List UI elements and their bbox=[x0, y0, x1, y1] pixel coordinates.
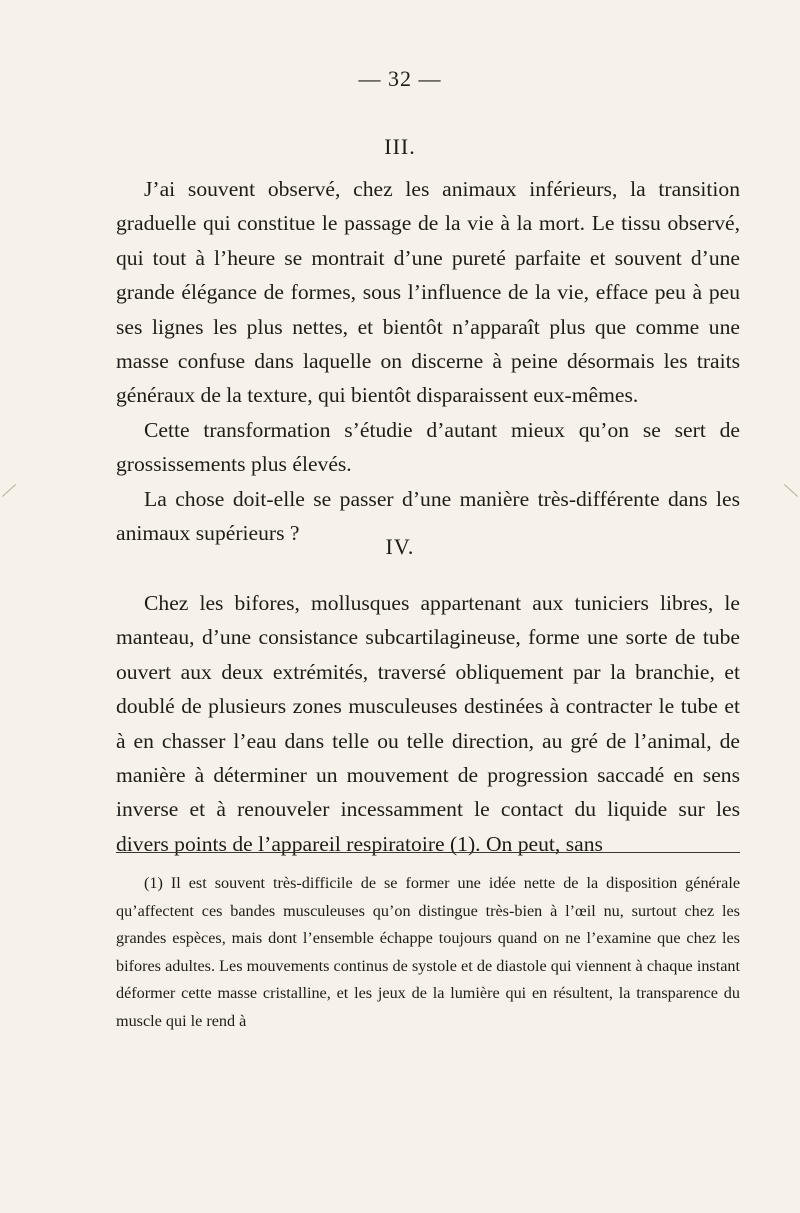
page-edge-mark-right bbox=[784, 484, 798, 497]
section-iv-body bbox=[116, 586, 740, 861]
footnote-divider bbox=[116, 852, 740, 853]
paragraph: Cette transformation s’étudie d’autant mieux qu’on se sert de grossissements plus élevés. bbox=[116, 417, 740, 477]
section-iii-body bbox=[116, 172, 740, 550]
page-edge-mark-left bbox=[2, 484, 16, 497]
section-heading-iv: IV. bbox=[385, 534, 415, 559]
page-number: — 32 — bbox=[358, 66, 442, 91]
paragraph: Chez les bifores, mollusques appartenant aux tuniciers libres, le manteau, d’une consistance subcartilagineuse, forme une sorte de tube ouvert aux deux extrémités, traversé obliquement par la branchie, et doublé de plusieurs zones musculeuses destinées à contracter le tube et à en chasser l’eau dans telle ou telle direction, au gré de l’animal, de manière à déterminer un mouvement de progression saccadé en sens inverse et à renouveler incessamment le contact du liquide sur les divers points de l’appareil respiratoire (1). On peut, sans bbox=[116, 591, 740, 856]
footnote-text: (1) Il est souvent très-difficile de se former une idée nette de la disposition générale qu’affectent ces bandes musculeuses qu’on distingue très-bien à l’œil nu, surtout chez les grandes espèces, mais dont l’ensemble échappe toujours quand on ne l’examine que chez les bifores adultes. Les mouvements continus de systole et de diastole qui viennent à chaque instant déformer cette masse cristalline, et les jeux de la lumière qui en résultent, la transparence du muscle qui le rend à bbox=[116, 874, 740, 1030]
section-heading-iii: III. bbox=[384, 134, 416, 159]
paragraph: La chose doit-elle se passer d’une manière très-différente dans les animaux supérieurs ? bbox=[116, 486, 740, 546]
footnote bbox=[116, 870, 740, 1035]
paragraph: J’ai souvent observé, chez les animaux inférieurs, la transition graduelle qui constitue le passage de la vie à la mort. Le tissu observé, qui tout à l’heure se montrait d’une pureté parfaite et souvent d’une grande élégance de formes, sous l’influence de la vie, efface peu à peu ses lignes les plus nettes, et bientôt n’apparaît plus que comme une masse confuse dans laquelle on discerne à peine désormais les traits généraux de la texture, qui bientôt disparaissent eux-mêmes. bbox=[116, 177, 740, 408]
